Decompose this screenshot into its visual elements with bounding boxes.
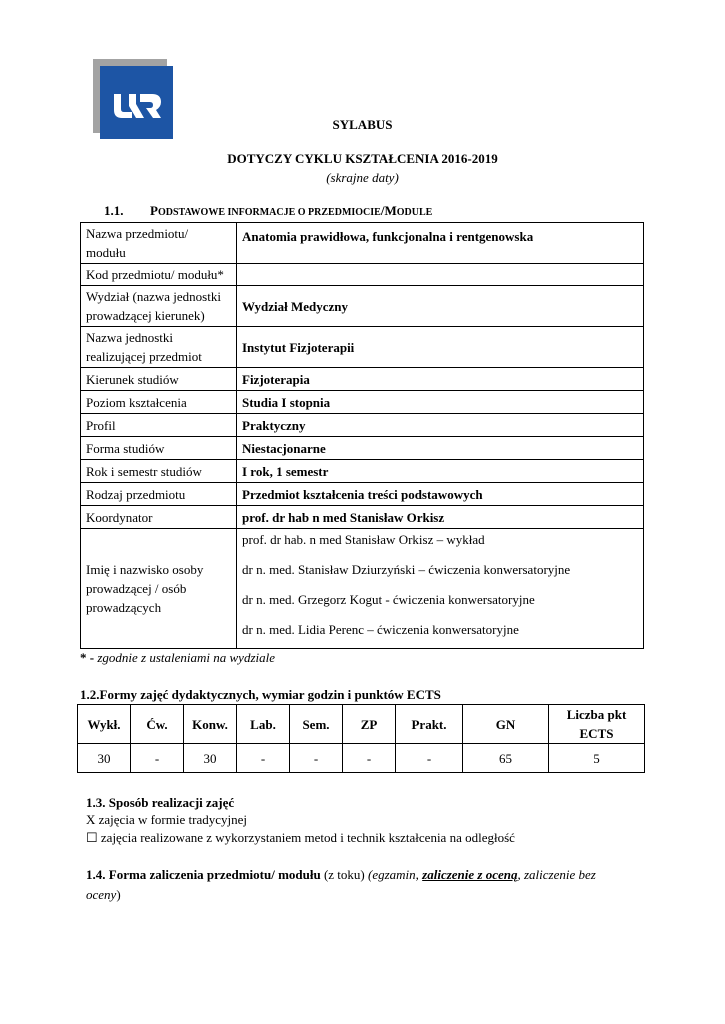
- ects-value-cell: -: [290, 744, 343, 773]
- teacher-entry: prof. dr hab. n med Stanisław Orkisz – wykład: [242, 532, 485, 547]
- row-label: Nazwa jednostki realizującej przedmiot: [81, 327, 237, 368]
- ects-header-cell: Ćw.: [131, 705, 184, 744]
- row-label: Kod przedmiotu/ modułu*: [81, 264, 237, 286]
- table-row: [81, 529, 644, 649]
- row-value: Instytut Fizjoterapii: [237, 327, 644, 368]
- table-row: [81, 286, 644, 327]
- ects-value-cell: 30: [78, 744, 131, 773]
- row-value: Praktyczny: [237, 414, 644, 437]
- row-label: Wydział (nazwa jednostki prowadzącej kierunek): [81, 286, 237, 327]
- row-value: [237, 264, 644, 286]
- row-value: Anatomia prawidłowa, funkcjonalna i rentgenowska: [237, 223, 644, 264]
- ects-value-row: [78, 744, 645, 773]
- ects-value-cell: 65: [463, 744, 549, 773]
- section-1-3-heading: 1.3. Sposób realizacji zajęć: [86, 795, 235, 810]
- section-title-sep: /M: [380, 203, 397, 218]
- teacher-entry: dr n. med. Stanisław Dziurzyński – ćwiczenia konwersatoryjne: [242, 562, 571, 577]
- row-value: I rok, 1 semestr: [237, 460, 644, 483]
- from-toku: (z toku): [320, 867, 368, 882]
- section-1-4-paragraph: [86, 865, 626, 905]
- ects-header-cell: Prakt.: [396, 705, 463, 744]
- option-traditional: X zajęcia w formie tradycyjnej: [86, 812, 247, 827]
- ects-value-cell: -: [131, 744, 184, 773]
- row-label: Profil: [81, 414, 237, 437]
- selected-option: zaliczenie z oceną: [422, 867, 518, 882]
- ects-value-cell: -: [396, 744, 463, 773]
- section-title-end: ODULE: [396, 207, 433, 218]
- table-row: [81, 483, 644, 506]
- document-title: SYLABUS: [332, 117, 393, 132]
- ects-value-cell: 5: [549, 744, 645, 773]
- ects-header-cell: Sem.: [290, 705, 343, 744]
- teachers-list: [237, 529, 644, 649]
- table-row: [81, 264, 644, 286]
- section-1-1-heading: [104, 203, 432, 219]
- table-row: [81, 506, 644, 529]
- row-label: Koordynator: [81, 506, 237, 529]
- row-value: Fizjoterapia: [237, 368, 644, 391]
- course-info-table: [80, 222, 644, 649]
- ects-header-cell: ZP: [343, 705, 396, 744]
- ects-header-cell: Liczba pkt ECTS: [549, 705, 645, 744]
- ects-header-row: [78, 705, 645, 744]
- ects-value-cell: 30: [184, 744, 237, 773]
- footnote-text: zgodnie z ustaleniami na wydziale: [94, 650, 276, 665]
- section-title-initial: P: [150, 203, 158, 218]
- teachers-label: Imię i nazwisko osoby prowadzącej / osób prowadzących: [81, 529, 237, 649]
- row-label: Kierunek studiów: [81, 368, 237, 391]
- row-label: Rodzaj przedmiotu: [81, 483, 237, 506]
- section-1-4-heading: 1.4. Forma zaliczenia przedmiotu/ modułu: [86, 867, 321, 882]
- ects-header-cell: GN: [463, 705, 549, 744]
- section-1-2-heading: 1.2.Formy zajęć dydaktycznych, wymiar godzin i punktów ECTS: [80, 687, 441, 702]
- ects-value-cell: -: [237, 744, 290, 773]
- row-label: Forma studiów: [81, 437, 237, 460]
- options-open: (egzamin,: [368, 867, 423, 882]
- table-row: [81, 460, 644, 483]
- ects-header-cell: Wykł.: [78, 705, 131, 744]
- row-value: Studia I stopnia: [237, 391, 644, 414]
- row-value: Przedmiot kształcenia treści podstawowych: [237, 483, 644, 506]
- ects-value-cell: -: [343, 744, 396, 773]
- row-value: Niestacjonarne: [237, 437, 644, 460]
- cycle-heading: DOTYCZY CYKLU KSZTAŁCENIA 2016-2019: [227, 151, 498, 166]
- table-row: [81, 223, 644, 264]
- row-value: Wydział Medyczny: [237, 286, 644, 327]
- teacher-entry: dr n. med. Lidia Perenc – ćwiczenia konwersatoryjne: [242, 622, 519, 637]
- table-row: [81, 368, 644, 391]
- dates-note: (skrajne daty): [326, 170, 399, 185]
- option-remote: ☐ zajęcia realizowane z wykorzystaniem metod i technik kształcenia na odległość: [86, 830, 515, 845]
- footnote-star: * -: [80, 650, 95, 665]
- table-row: [81, 391, 644, 414]
- table-row: [81, 327, 644, 368]
- section-number: 1.1.: [104, 203, 124, 218]
- section-title-rest: ODSTAWOWE INFORMACJE O PRZEDMIOCIE: [157, 207, 381, 218]
- row-label: Poziom kształcenia: [81, 391, 237, 414]
- teacher-entry: dr n. med. Grzegorz Kogut - ćwiczenia konwersatoryjne: [242, 592, 535, 607]
- row-label: Rok i semestr studiów: [81, 460, 237, 483]
- table-row: [81, 414, 644, 437]
- ects-header-cell: Konw.: [184, 705, 237, 744]
- row-label: Nazwa przedmiotu/ modułu: [81, 223, 237, 264]
- options-close: , zaliczenie bez oceny: [86, 867, 596, 902]
- footnote: [80, 650, 275, 666]
- ects-table: [77, 704, 645, 773]
- row-value: prof. dr hab n med Stanisław Orkisz: [237, 506, 644, 529]
- close-paren: ): [116, 887, 121, 902]
- table-row: [81, 437, 644, 460]
- ects-header-cell: Lab.: [237, 705, 290, 744]
